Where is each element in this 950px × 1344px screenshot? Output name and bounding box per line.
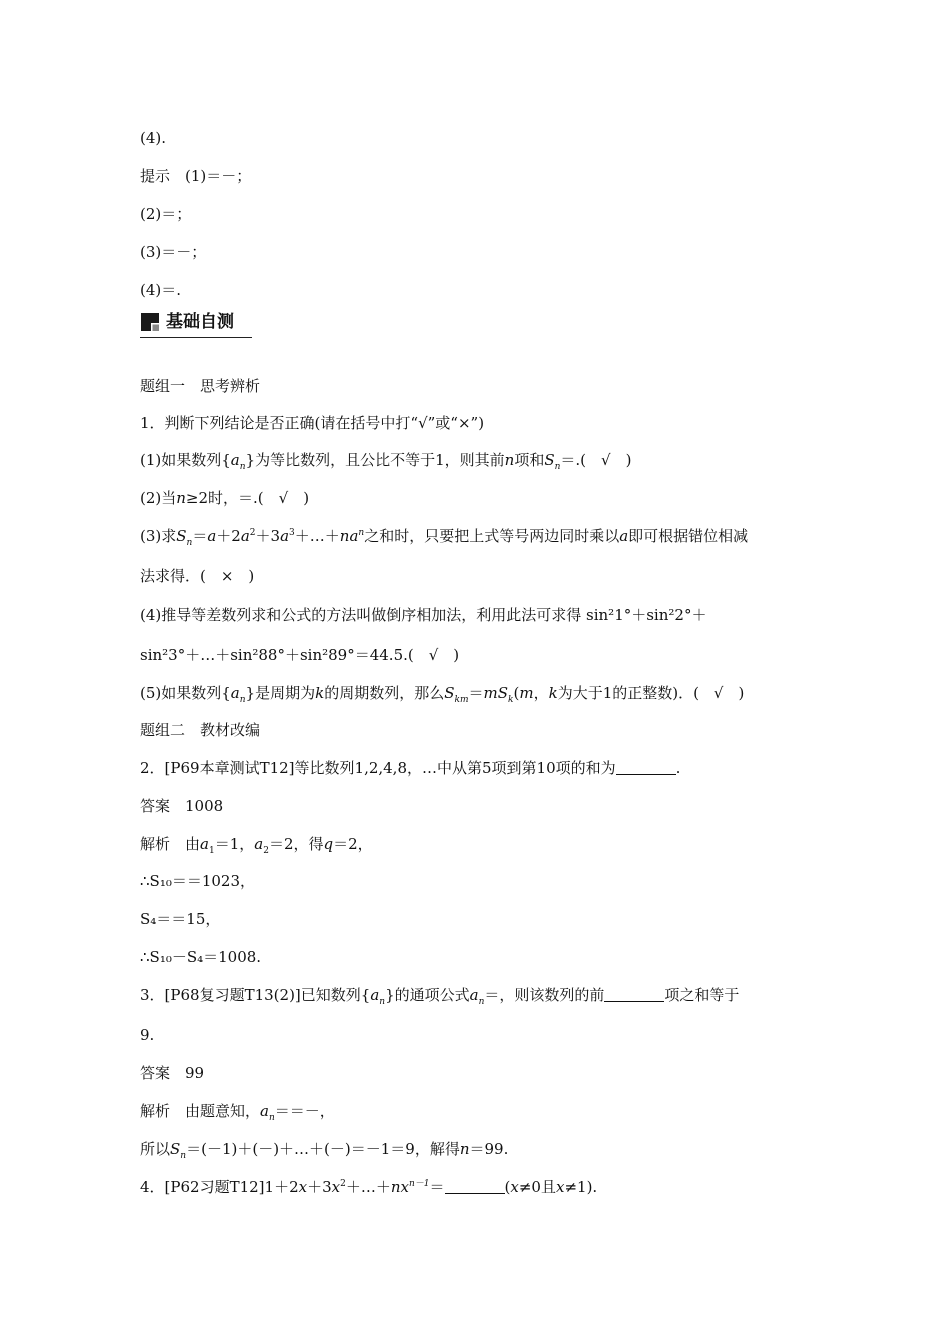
hint-line-1: (4). <box>140 129 167 147</box>
q2-solution-4: ∴S₁₀－S₄＝1008. <box>140 948 262 966</box>
q1-statement-3-cont: 法求得．( × ) <box>140 567 255 585</box>
answer-blank[interactable] <box>604 987 664 1002</box>
q3-solution-1: 解析 由题意知，$a_n==-$， <box>140 1102 335 1123</box>
q1-statement-4-cont: sin²3°＋…＋sin²88°＋sin²89°＝44.5.( √ ) <box>140 646 460 664</box>
hint-line-2: 提示 (1)＝－； <box>140 167 252 185</box>
hint-line-4: (3)＝－； <box>140 243 207 261</box>
q3-stem: 3．[P68复习题T13(2)]已知数列$\{a_n\}$的通项公式$a_n=$，则该数列的前 项之和等于 <box>140 986 740 1007</box>
group2-title: 题组二 教材改编 <box>140 721 261 739</box>
q2-stem: 2．[P69本章测试T12]等比数列1,2,4,8，…中从第5项到第10项的和为 . <box>140 759 681 777</box>
q2-solution-1: 解析 由$a_1=1$，$a_2=2$，得q＝2， <box>140 835 373 856</box>
q2-solution-2: ∴S₁₀＝＝1023， <box>140 872 256 890</box>
q4-stem: 4．[P62习题$T12]1+2x+3x^2+\dots+nx^{n-1}= (x\ne 0$且x≠1). <box>140 1178 598 1196</box>
answer-blank[interactable] <box>616 760 676 775</box>
section-header <box>140 309 252 338</box>
q2-solution-3: S₄＝＝15， <box>140 910 221 928</box>
hint-line-5: (4)＝. <box>140 281 182 299</box>
q1-statement-1: (1)如果数列$\{a_n\}$为等比数列，且公比不等于1，则其前n项和$S_n=$.( √ ) <box>140 451 632 472</box>
q1-statement-5: (5)如果数列$\{a_n\}$是周期为k的周期数列，那么$S_{km}=mS_k(m$，k为大于1的正整数)．( √ ) <box>140 684 745 705</box>
q3-solution-2: 所以$S_n=(-1)+(-)+\dots+(-)=-1=9$，解得n＝99. <box>140 1140 509 1161</box>
group1-title: 题组一 思考辨析 <box>140 377 261 395</box>
section-title: 基础自测 <box>166 312 234 332</box>
section-square-icon <box>141 313 159 331</box>
q1-stem: 1．判断下列结论是否正确(请在括号中打“√”或“×”) <box>140 414 485 432</box>
answer-blank[interactable] <box>445 1179 505 1194</box>
q3-stem-cont: 9. <box>140 1026 155 1044</box>
q1-statement-4: (4)推导等差数列求和公式的方法叫做倒序相加法，利用此法可求得 sin²1°＋sin²2°＋ <box>140 606 707 624</box>
hint-line-3: (2)＝； <box>140 205 192 223</box>
q1-statement-3: (3)求$S_n=a+2a^2+3a^3+\dots+na^n$之和时，只要把上式等号两边同时乘以a即可根据错位相减 <box>140 527 749 548</box>
q2-answer: 答案 1008 <box>140 797 224 815</box>
q3-answer: 答案 99 <box>140 1064 205 1082</box>
q1-statement-2: (2)当n≥2时，＝.( √ ) <box>140 489 310 507</box>
